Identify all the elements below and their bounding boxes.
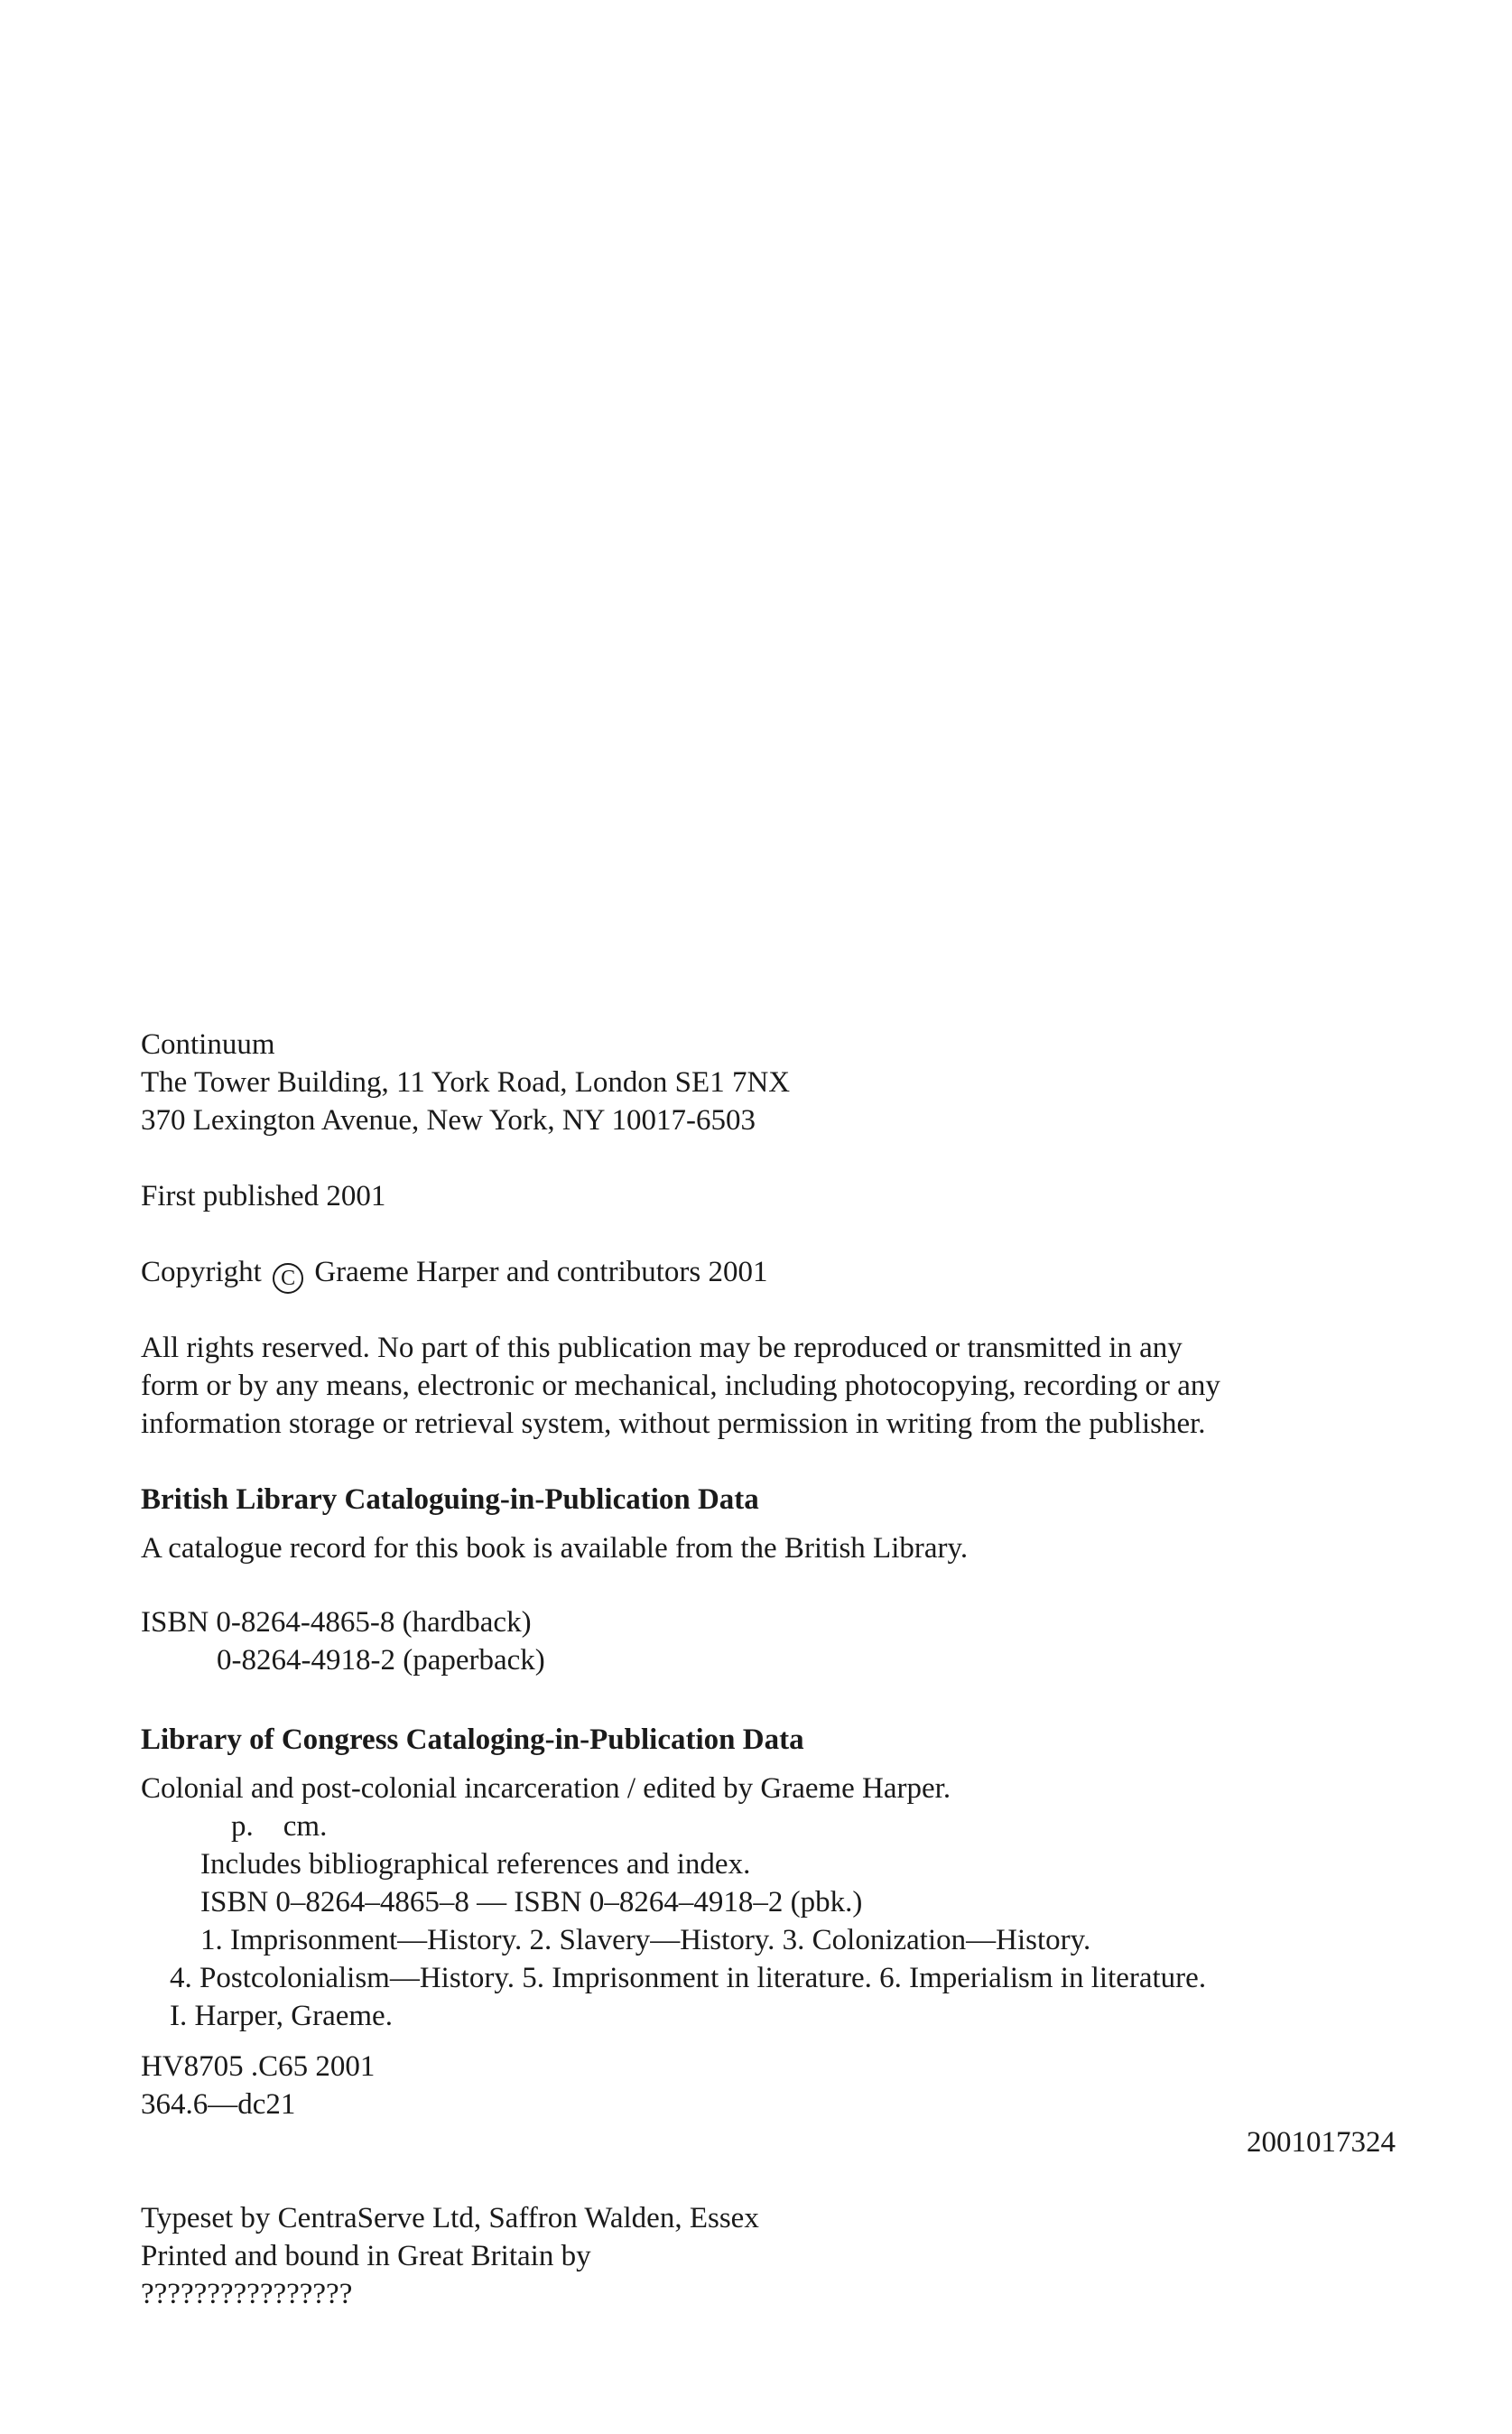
rights-line-2: form or by any means, electronic or mechanical, including photocopying, recording or any: [141, 1370, 1220, 1402]
loc-subjects-2: 4. Postcolonialism—History. 5. Imprisonment in literature. 6. Imperialism in literature.: [170, 1962, 1207, 1994]
loc-call-number: HV8705 .C65 2001: [141, 2050, 376, 2083]
isbn-hardback: ISBN 0-8264-4865-8 (hardback): [141, 1606, 532, 1639]
british-library-text: A catalogue record for this book is available from the British Library.: [141, 1532, 969, 1565]
loc-subjects-3: I. Harper, Graeme.: [170, 2000, 393, 2032]
library-of-congress-block: [141, 1721, 1396, 2035]
typeset-line: Typeset by CentraServe Ltd, Saffron Walden, Essex: [141, 2202, 759, 2234]
copyright-prefix: Copyright: [141, 1256, 262, 1288]
loc-pcm: p. cm.: [231, 1810, 328, 1843]
printer-name: ????????????????: [141, 2278, 353, 2310]
first-published: First published 2001: [141, 1180, 386, 1212]
isbn-paperback: 0-8264-4918-2 (paperback): [217, 1644, 545, 1677]
publisher-block: [141, 1026, 1396, 1139]
british-library-block: [141, 1481, 1396, 1567]
loc-dewey: 364.6—dc21: [141, 2088, 296, 2121]
publisher-address-us: 370 Lexington Avenue, New York, NY 10017-6503: [141, 1104, 756, 1137]
loc-subjects-1: 1. Imprisonment—History. 2. Slavery—History. 3. Colonization—History.: [200, 1924, 1091, 1956]
printer-block: [141, 2199, 1396, 2313]
isbn-block: [141, 1603, 1396, 1679]
publisher-address-uk: The Tower Building, 11 York Road, London SE1 7NX: [141, 1066, 791, 1099]
rights-line-1: All rights reserved. No part of this publication may be reproduced or transmitted in any: [141, 1332, 1183, 1364]
loc-title-line: Colonial and post-colonial incarceration / edited by Graeme Harper.: [141, 1772, 951, 1805]
printed-line: Printed and bound in Great Britain by: [141, 2240, 591, 2272]
rights-line-3: information storage or retrieval system, without permission in writing from the publisher.: [141, 1407, 1206, 1440]
call-number-block: [141, 2048, 1396, 2123]
loc-isbn-line: ISBN 0–8264–4865–8 — ISBN 0–8264–4918–2 (pbk.): [200, 1886, 863, 1918]
copyright-holder: Graeme Harper and contributors 2001: [314, 1256, 768, 1288]
copyright-block: [141, 1253, 1396, 1294]
loc-lccn: 2001017324: [1247, 2126, 1396, 2159]
rights-block: [141, 1329, 1396, 1443]
publisher-name: Continuum: [141, 1028, 275, 1061]
first-published-block: [141, 1177, 1396, 1215]
british-library-heading: British Library Cataloguing-in-Publication Data: [141, 1483, 759, 1516]
loc-heading: Library of Congress Cataloging-in-Publication Data: [141, 1723, 804, 1756]
loc-biblio: Includes bibliographical references and index.: [200, 1848, 751, 1881]
copyright-icon: C: [273, 1263, 303, 1294]
copyright-line: [141, 1253, 1396, 1294]
